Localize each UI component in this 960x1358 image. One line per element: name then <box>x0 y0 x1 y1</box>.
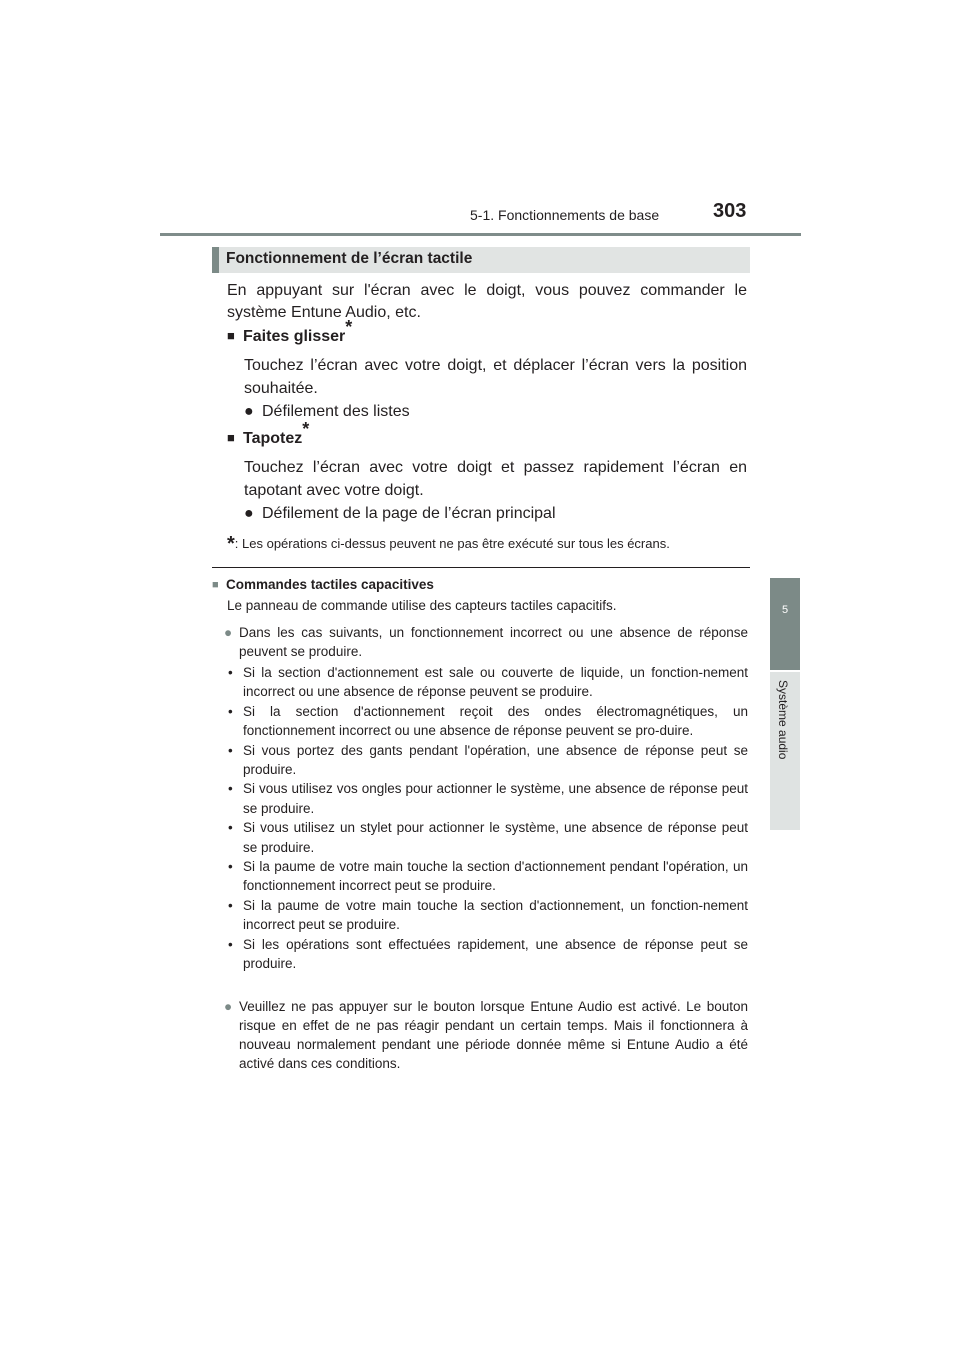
chapter-tab-number-box <box>770 578 800 670</box>
gesture-bullet-text: Défilement de la page de l’écran principal <box>262 505 556 522</box>
gesture-bullet <box>244 505 556 523</box>
intro-text: En appuyant sur l'écran avec le doigt, vous pouvez commander le système Entune Audio, etc. <box>227 282 747 321</box>
list-item: • Si la section d'actionnement est sale ou couverte de liquide, un fonction-nement incorrect ou une absence de réponse peuvent se produire. <box>227 663 748 702</box>
conditions-list <box>227 663 748 974</box>
list-item: • Si la section d'actionnement reçoit des ondes électromagnétiques, un fonctionnement incorrect ou une absence de réponse peuvent se pro-duire. <box>227 702 748 741</box>
notes-intro: Le panneau de commande utilise des capteurs tactiles capacitifs. <box>227 598 617 613</box>
gesture-description: Touchez l’écran avec votre doigt et passez rapidement l’écran en tapotant avec votre doigt. <box>244 459 747 499</box>
square-bullet-icon: ■ <box>227 328 235 343</box>
footnote-text: : Les opérations ci-dessus peuvent ne pas être exécuté sur tous les écrans. <box>234 536 670 551</box>
running-header-section: 5-1. Fonctionnements de base <box>470 207 660 223</box>
note-bullet-text: Dans les cas suivants, un fonctionnement incorrect ou une absence de réponse peuvent se produire. <box>239 625 748 659</box>
square-bullet-icon: ■ <box>212 579 219 591</box>
circle-bullet-icon: ● <box>244 403 254 420</box>
chapter-number: 5 <box>781 604 789 616</box>
footnote-star: * <box>227 533 235 555</box>
footnote <box>227 533 670 556</box>
gesture-title: Tapotez <box>243 430 303 447</box>
circle-bullet-icon: ● <box>224 999 233 1014</box>
list-item: • Si les opérations sont effectuées rapidement, une absence de réponse peut se produire. <box>227 935 748 974</box>
list-item: • Si vous utilisez vos ongles pour actionner le système, une absence de réponse peut se produire. <box>227 779 748 818</box>
circle-bullet-icon: ● <box>244 505 254 522</box>
note-bullet <box>212 623 748 661</box>
header-rule <box>160 233 801 236</box>
square-bullet-icon: ■ <box>227 430 235 445</box>
page-number: 303 <box>713 200 747 222</box>
gesture-description: Touchez l’écran avec votre doigt, et déplacer l’écran vers la position souhaitée. <box>244 357 747 397</box>
gesture-star: * <box>345 317 353 337</box>
circle-bullet-icon: ● <box>224 625 233 640</box>
note-bullet <box>212 997 748 1073</box>
list-item: • Si vous utilisez un stylet pour actionner le système, une absence de réponse peut se produire. <box>227 818 748 857</box>
gesture-heading-swipe <box>227 317 353 346</box>
gesture-star: * <box>302 419 310 439</box>
intro-paragraph <box>227 280 747 324</box>
gesture-bullet <box>244 403 410 421</box>
list-item: • Si vous portez des gants pendant l'opération, une absence de réponse peut se produire. <box>227 741 748 780</box>
gesture-bullet-text: Défilement des listes <box>262 403 410 420</box>
section-title: Fonctionnement de l’écran tactile <box>226 250 473 267</box>
notes-heading <box>212 577 434 592</box>
gesture-heading-tap <box>227 419 310 448</box>
gesture-title: Faites glisser <box>243 328 346 345</box>
section-title-accent <box>212 247 219 273</box>
list-item: • Si la paume de votre main touche la section d'actionnement, un fonction-nement incorrect peut se produire. <box>227 896 748 935</box>
separator-rule <box>212 567 750 568</box>
list-item: • Si la paume de votre main touche la section d'actionnement pendant l'opération, un fonctionnement incorrect peut se produire. <box>227 857 748 896</box>
chapter-title: Système audio <box>776 680 790 760</box>
notes-heading-text: Commandes tactiles capacitives <box>226 577 434 592</box>
note-bullet-text: Veuillez ne pas appuyer sur le bouton lorsque Entune Audio est activé. Le bouton risque en effet de ne pas réagir pendant un certain temps. Mais il fonctionnera à nouveau normalement pendant une période donnée même si Entune Audio a été activé dans ces conditions. <box>239 999 748 1071</box>
